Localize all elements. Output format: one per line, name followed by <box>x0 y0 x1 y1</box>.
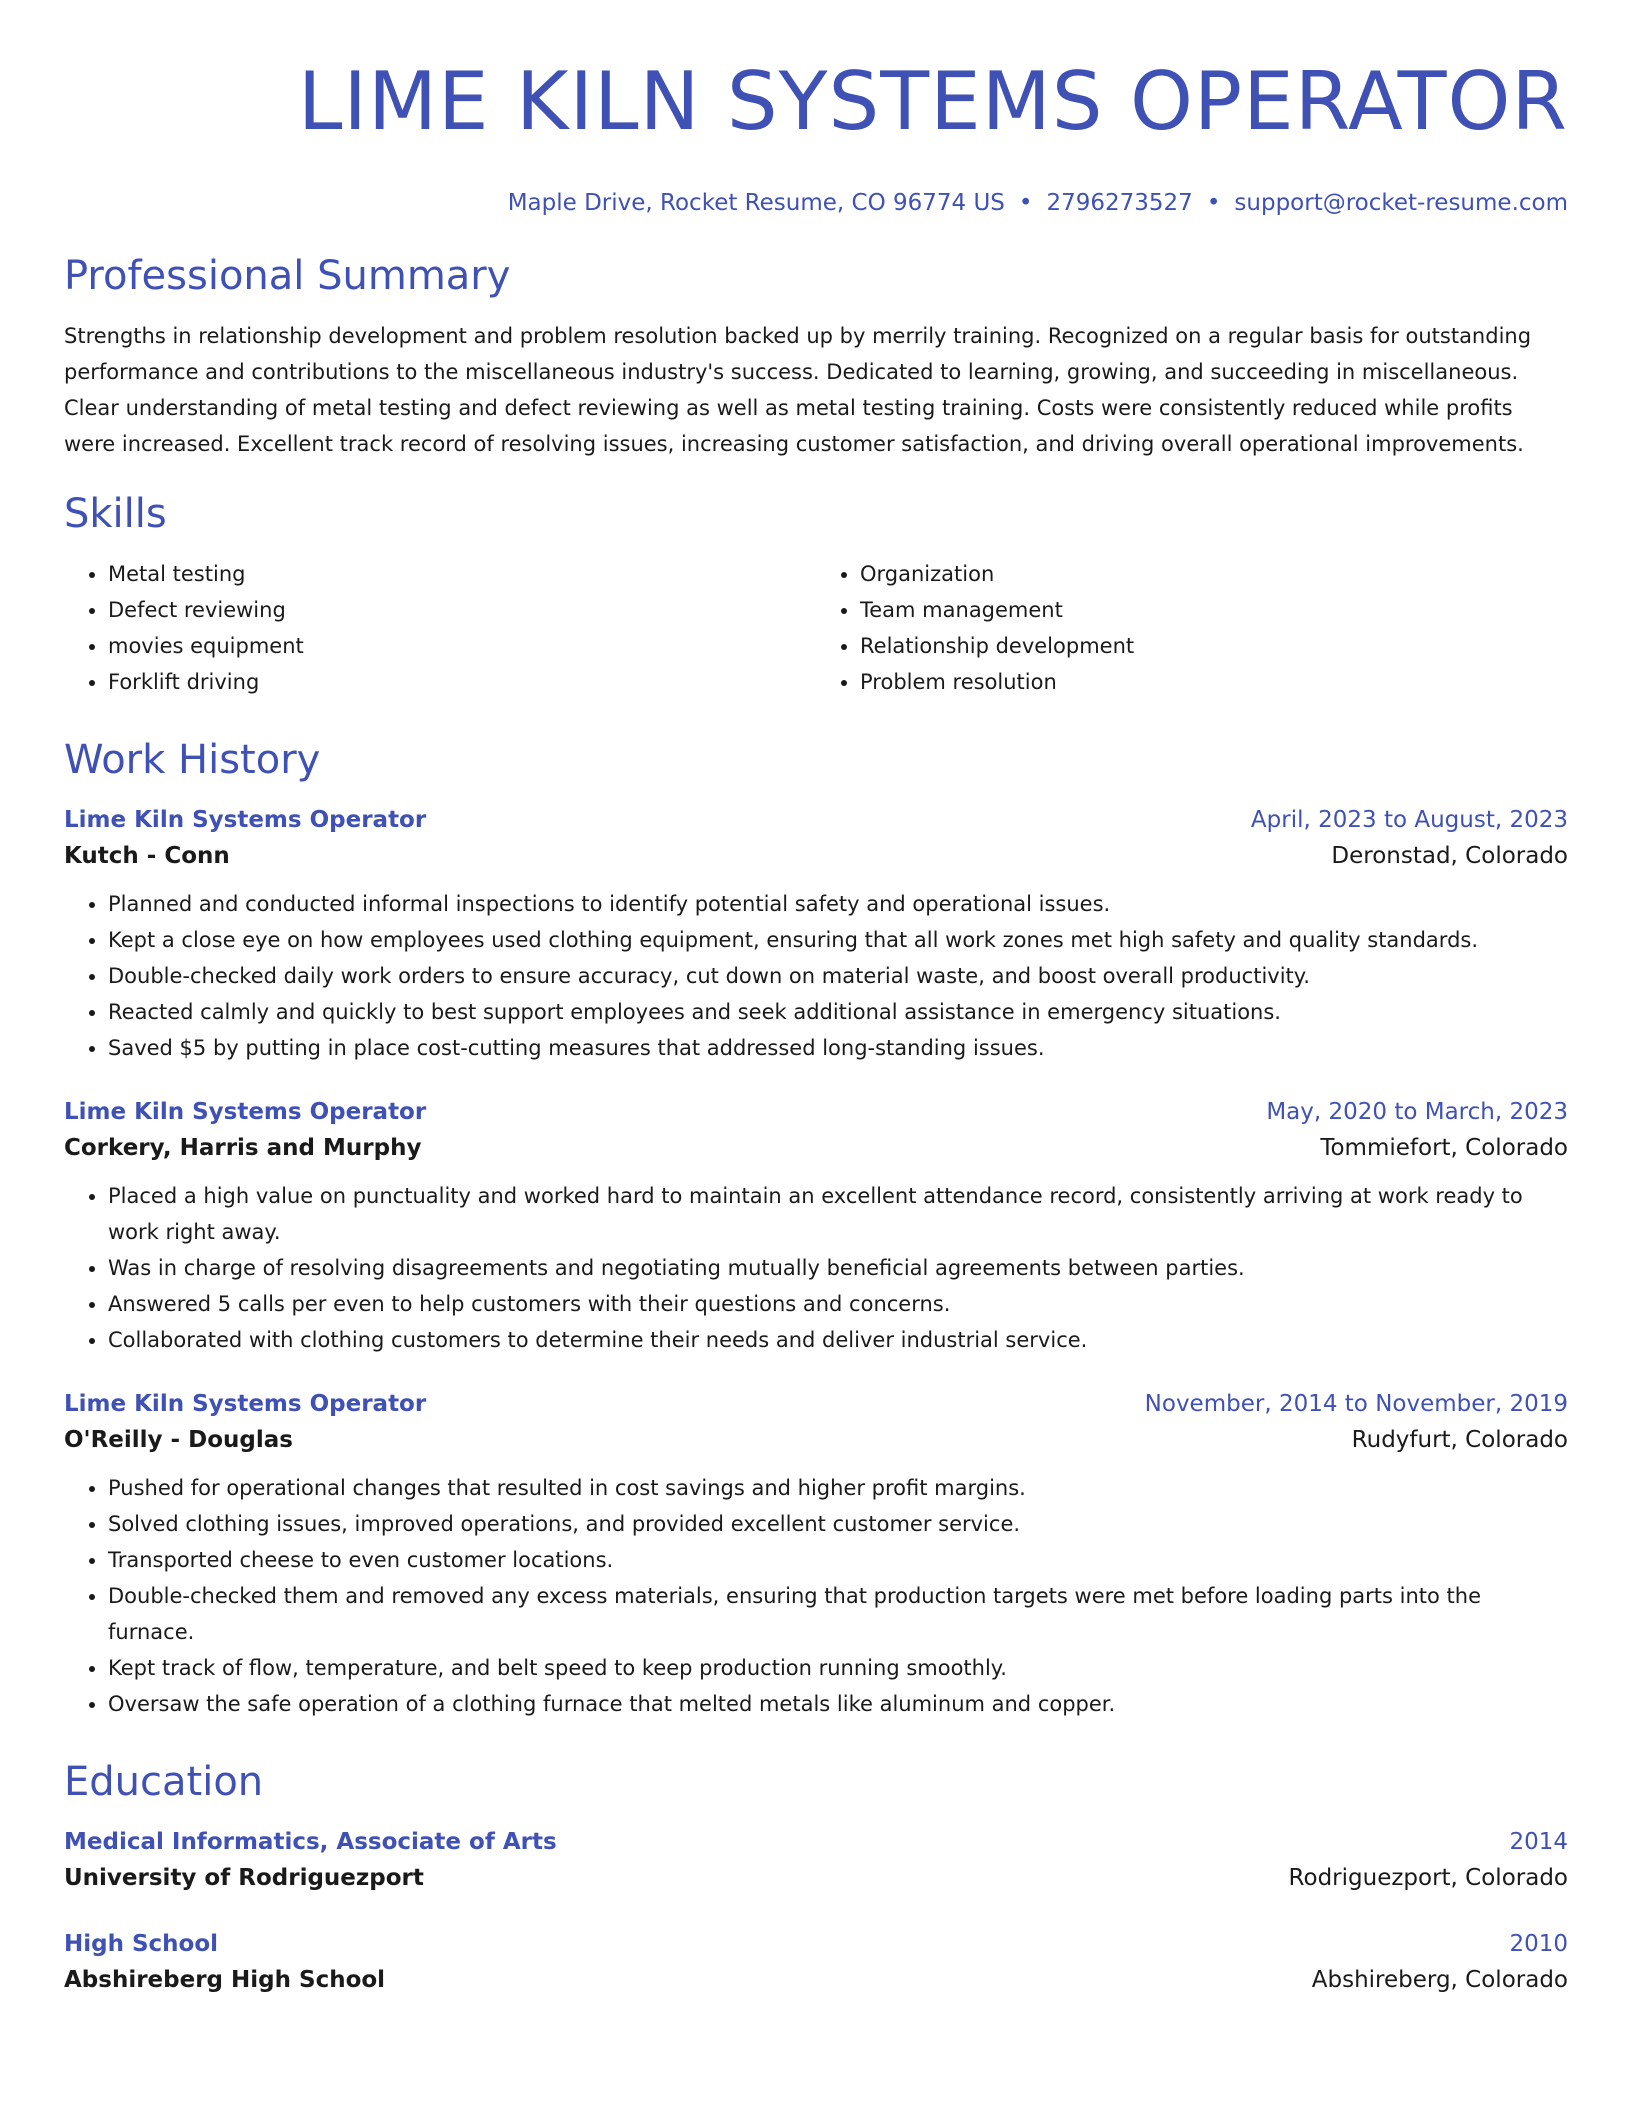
job-bullet: • Double-checked daily work orders to ensure accuracy, cut down on material waste, and boost overall productivity. <box>108 958 1568 994</box>
skill-item: • Team management <box>860 592 1568 628</box>
job-bullet: • Placed a high value on punctuality and worked hard to maintain an excellent attendance record, consistently arriving at work ready to work right away. <box>108 1178 1568 1250</box>
skills-column-right <box>816 556 1568 700</box>
school-name: Abshireberg High School <box>64 1967 386 1993</box>
skill-item: • Defect reviewing <box>108 592 816 628</box>
contact-info <box>64 188 1568 218</box>
section-title-summary: Professional Summary <box>64 253 511 299</box>
education-header <box>64 1928 1568 1960</box>
job-bullet: • Collaborated with clothing customers to determine their needs and deliver industrial service. <box>108 1322 1568 1358</box>
job-dates: April, 2023 to August, 2023 <box>1250 807 1568 833</box>
company-name: Corkery, Harris and Murphy <box>64 1135 422 1161</box>
job-bullet: • Reacted calmly and quickly to best support employees and seek additional assistance in emergency situations. <box>108 994 1568 1030</box>
job-dates: May, 2020 to March, 2023 <box>1266 1099 1568 1125</box>
summary-section <box>64 250 1568 462</box>
job-location: Rudyfurt, Colorado <box>1351 1427 1568 1453</box>
graduation-year: 2014 <box>1509 1829 1568 1855</box>
skill-item: • Relationship development <box>860 628 1568 664</box>
education-subheader <box>64 1858 1568 1898</box>
school-name: University of Rodriguezport <box>64 1865 424 1891</box>
graduation-year: 2010 <box>1509 1931 1568 1957</box>
summary-text: Strengths in relationship development and problem resolution backed up by merrily training. Recognized on a regular basis for outstanding performance and contributions to the miscellaneous industry's success. Dedicated to learning, growing, and succeeding in miscellaneous. Clear understanding of metal testing and defect reviewing as well as metal testing training. Costs were consistently reduced while profits were increased. Excellent track record of resolving issues, increasing customer satisfaction, and driving overall operational improvements. <box>64 324 1532 456</box>
education-entry <box>64 1928 1568 2000</box>
job-bullet: • Kept a close eye on how employees used clothing equipment, ensuring that all work zones met high safety and quality standards. <box>108 922 1568 958</box>
job-title: Lime Kiln Systems Operator <box>64 1391 427 1417</box>
job-subheader <box>64 1420 1568 1460</box>
job-header <box>64 1388 1568 1420</box>
skills-column-left <box>64 556 816 700</box>
job-location: Deronstad, Colorado <box>1331 843 1568 869</box>
address: Maple Drive, Rocket Resume, CO 96774 US <box>507 190 1005 216</box>
email[interactable]: support@rocket-resume.com <box>1234 190 1568 216</box>
job-bullet: • Was in charge of resolving disagreements and negotiating mutually beneficial agreements between parties. <box>108 1250 1568 1286</box>
education-header <box>64 1826 1568 1858</box>
job-subheader <box>64 836 1568 876</box>
school-location: Rodriguezport, Colorado <box>1288 1865 1568 1891</box>
job-bullets <box>64 886 1568 1066</box>
job-bullet: • Saved $5 by putting in place cost-cutting measures that addressed long-standing issues. <box>108 1030 1568 1066</box>
skill-item: • Organization <box>860 556 1568 592</box>
job-bullet: • Double-checked them and removed any excess materials, ensuring that production targets were met before loading parts into the furnace. <box>108 1578 1568 1650</box>
job-bullets <box>64 1470 1568 1722</box>
degree: High School <box>64 1931 219 1957</box>
job-bullet: • Kept track of flow, temperature, and belt speed to keep production running smoothly. <box>108 1650 1568 1686</box>
job-bullets <box>64 1178 1568 1358</box>
skill-item: • Metal testing <box>108 556 816 592</box>
separator-dot: • <box>1206 190 1221 216</box>
job-subheader <box>64 1128 1568 1168</box>
skill-item: • Forklift driving <box>108 664 816 700</box>
resume-name: LIME KILN SYSTEMS OPERATOR <box>297 55 1568 148</box>
job-entry <box>64 804 1568 1066</box>
job-bullet: • Solved clothing issues, improved operations, and provided excellent customer service. <box>108 1506 1568 1542</box>
job-bullet: • Pushed for operational changes that resulted in cost savings and higher profit margins. <box>108 1470 1568 1506</box>
job-title: Lime Kiln Systems Operator <box>64 807 427 833</box>
education-section <box>64 1756 1568 2000</box>
job-header <box>64 804 1568 836</box>
education-entry <box>64 1826 1568 1898</box>
skill-item: • Problem resolution <box>860 664 1568 700</box>
section-title-skills: Skills <box>64 491 167 537</box>
job-bullet: • Planned and conducted informal inspections to identify potential safety and operational issues. <box>108 886 1568 922</box>
job-location: Tommiefort, Colorado <box>1320 1135 1568 1161</box>
section-title-education: Education <box>64 1759 264 1805</box>
skill-item: • movies equipment <box>108 628 816 664</box>
separator-dot: • <box>1018 190 1033 216</box>
degree: Medical Informatics, Associate of Arts <box>64 1829 557 1855</box>
company-name: O'Reilly - Douglas <box>64 1427 293 1453</box>
job-header <box>64 1096 1568 1128</box>
job-bullet: • Oversaw the safe operation of a clothing furnace that melted metals like aluminum and copper. <box>108 1686 1568 1722</box>
job-entry <box>64 1388 1568 1722</box>
skills-grid <box>64 556 1568 700</box>
company-name: Kutch - Conn <box>64 843 230 869</box>
job-entry <box>64 1096 1568 1358</box>
job-bullet: • Answered 5 calls per even to help customers with their questions and concerns. <box>108 1286 1568 1322</box>
skills-section <box>64 488 1568 700</box>
job-title: Lime Kiln Systems Operator <box>64 1099 427 1125</box>
phone: 2796273527 <box>1046 190 1193 216</box>
job-bullet: • Transported cheese to even customer locations. <box>108 1542 1568 1578</box>
job-dates: November, 2014 to November, 2019 <box>1144 1391 1568 1417</box>
education-subheader <box>64 1960 1568 2000</box>
school-location: Abshireberg, Colorado <box>1311 1967 1568 1993</box>
work-history-section <box>64 734 1568 1722</box>
section-title-work-history: Work History <box>64 737 321 783</box>
